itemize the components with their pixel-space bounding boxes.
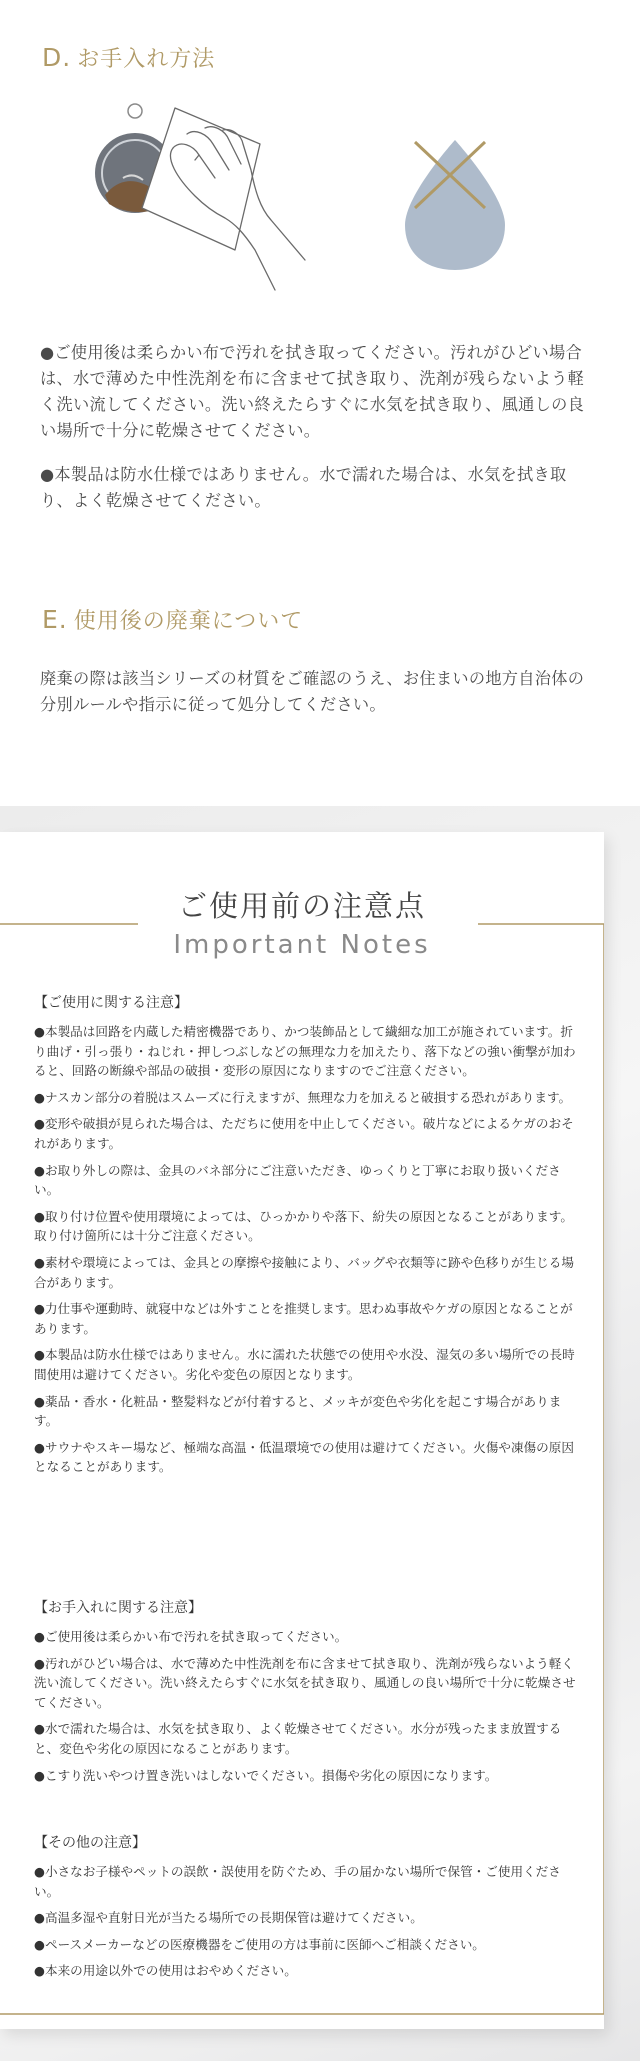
section-e-letter: E. [42,605,68,634]
notes-item: ●お取り外しの際は、金具のバネ部分にご注意いただき、ゆっくりと丁寧にお取り扱いください。 [34,1162,561,1198]
notes-item: ●本製品は防水仕様ではありません。水に濡れた状態での使用や水没、湿気の多い場所での長時間使用は避けてください。劣化や変色の原因となります。 [34,1347,575,1382]
section-d-title-text: お手入れ方法 [77,47,216,72]
notes-item: ●本製品は回路を内蔵した精密機器であり、かつ装飾品として繊細な加工が施されています。折り曲げ・引っ張り・ねじれ・押しつぶしなどの無理な力を加えたり、落下などの強い衝撃が加わると、回路の断線や部品の破損・変形の原因になりますのでご注意ください。 [34,1024,576,1079]
notes-title-en: Important Notes [173,930,431,960]
notes-item: ●水で濡れた場合は、水気を拭き取り、よく乾燥させてください。水分が残ったまま放置すると、変色や劣化の原因になることがあります。 [34,1721,562,1756]
notes-item: ●ご使用後は柔らかい布で汚れを拭き取ってください。 [34,1629,348,1644]
section-d-letter: D. [42,43,72,72]
notes-item: ●高温多湿や直射日光が当たる場所での長期保管は避けてください。 [34,1910,423,1926]
important-notes-card [0,832,604,2029]
notes-item: ●変形や破損が見られた場合は、ただちに使用を中止してください。破片などによるケガのおそれがあります。 [34,1116,574,1151]
notes-group-heading: 【ご使用に関する注意】 [34,995,188,1011]
section-d-paragraph-1: ●ご使用後は柔らかい布で汚れを拭き取ってください。汚れがひどい場合は、水で薄めた中性洗剤を布に含ませて拭き取り、洗剤が残らないよう軽く洗い流してください。洗い終えたらすぐに水気を拭き取り、風通しの良い場所で十分に乾燥させてください。 [40,343,585,440]
section-e-title [42,604,303,635]
notes-item: ●汚れがひどい場合は、水で薄めた中性洗剤を布に含ませて拭き取り、洗剤が残らないよう軽く洗い流してください。洗い終えたらすぐに水気を拭き取り、風通しの良い場所で十分に乾燥させてください。 [34,1655,576,1710]
section-e-paragraph: 廃棄の際は該当シリーズの材質をご確認のうえ、お住まいの地方自治体の分別ルールや指示に従って処分してください。 [40,669,585,714]
section-d-paragraph-2: ●本製品は防水仕様ではありません。水で濡れた場合は、水気を拭き取り、よく乾燥させてください。 [40,465,567,510]
section-d-title [42,42,215,73]
notes-group-care [34,1597,582,1792]
care-illustration [95,100,555,320]
notes-item: ●ナスカン部分の着脱はスムーズに行えますが、無理な力を加えると破損する恐れがあります。 [34,1089,572,1105]
notes-item: ●小さなお子様やペットの誤飲・誤使用を防ぐため、手の届かない場所で保管・ご使用ください。 [34,1864,561,1899]
notes-group-other [34,1832,582,1988]
notes-item: ●力仕事や運動時、就寝中などは外すことを推奨します。思わぬ事故やケガの原因となることがあります。 [34,1301,573,1336]
notes-item: ●サウナやスキー場など、極端な高温・低温環境での使用は避けてください。火傷や凍傷の原因となることがあります。 [34,1439,574,1475]
notes-item: ●薬品・香水・化粧品・整髪料などが付着すると、メッキが変色や劣化を起こす場合があります。 [34,1393,562,1429]
notes-item: ●本来の用途以外での使用はおやめください。 [34,1963,297,1979]
notes-item: ●素材や環境によっては、金具との摩擦や接触により、バッグや衣類等に跡や色移りが生じる場合があります。 [34,1254,574,1290]
notes-group-heading: 【その他の注意】 [34,1835,146,1851]
cloth-icon [142,108,260,250]
no-water-icon [405,140,505,270]
notes-group-usage [34,992,582,1484]
notes-item: ●ペースメーカーなどの医療機器をご使用の方は事前に医師へご相談ください。 [34,1936,485,1952]
notes-group-heading: 【お手入れに関する注意】 [34,1600,202,1616]
notes-item: ●取り付け位置や使用環境によっては、ひっかかりや落下、紛失の原因となることがあります。取り付け箇所には十分ご注意ください。 [34,1208,573,1244]
section-e-title-text: 使用後の廃棄について [73,609,304,634]
notes-item: ●こすり洗いやつけ置き洗いはしないでください。損傷や劣化の原因になります。 [34,1767,498,1783]
notes-title-jp: ご使用前の注意点 [177,889,426,923]
